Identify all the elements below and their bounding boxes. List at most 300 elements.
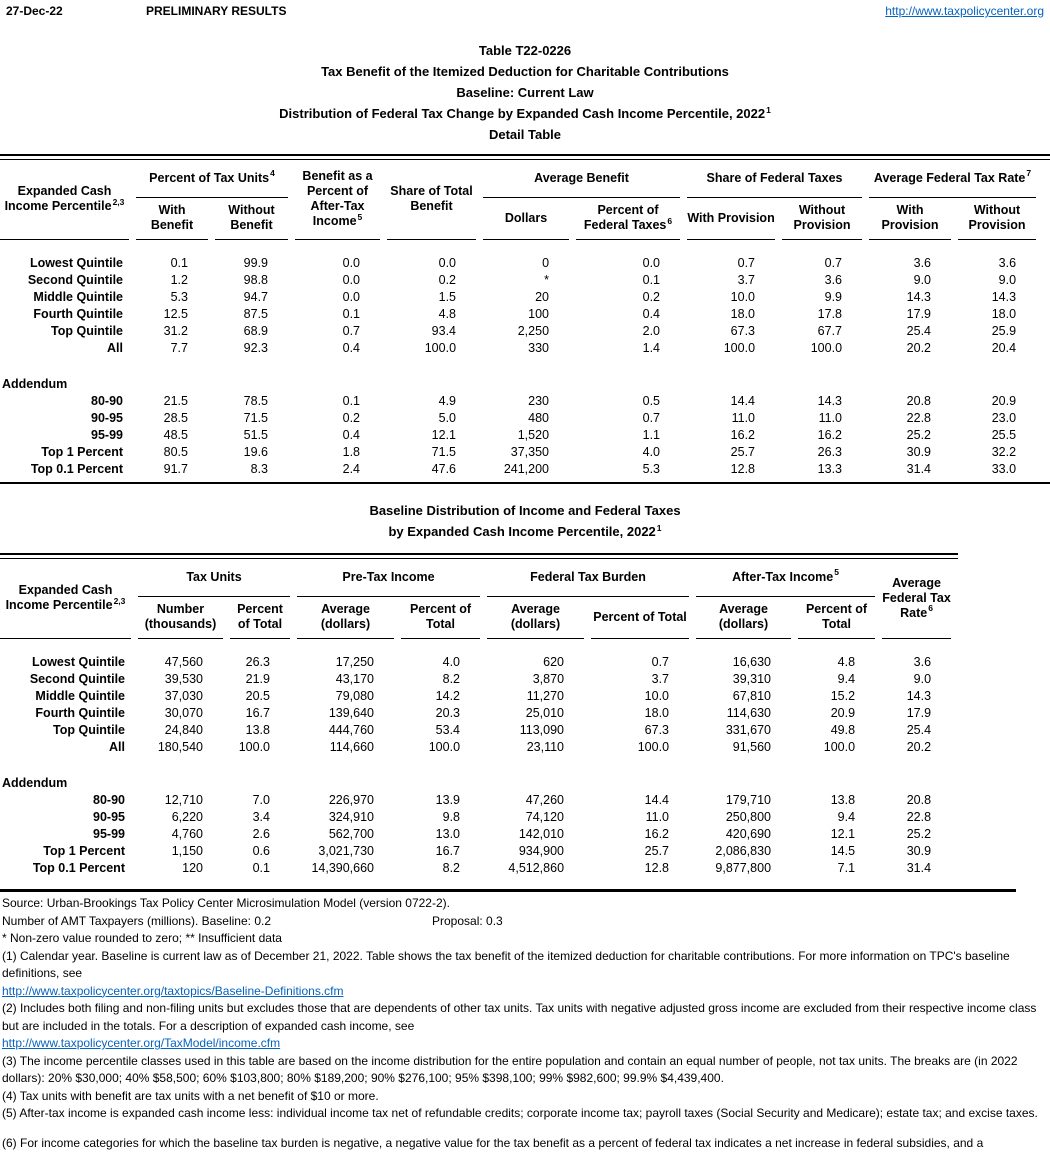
cell: 16,630 [732,654,772,669]
group-header-share-of-federal-taxes: Share of Federal Taxes [687,160,862,198]
row-label: Fourth Quintile [35,705,125,720]
cell: 7.7 [170,340,188,355]
row-label: Top Quintile [51,323,123,338]
row-label: Top 1 Percent [41,444,123,459]
col-header-expanded-cash-income-percentile: Expanded Cash Income Percentile$^{2,3}$ [0,160,129,240]
spacer [0,639,951,653]
cell: 25.9 [991,323,1017,338]
cell: 14.3 [991,289,1017,304]
baseline-definitions-link[interactable]: http://www.taxpolicycenter.org/taxtopics/Baseline-Definitions.cfm [2,983,344,998]
cell: 16.2 [730,427,756,442]
cell: 49.8 [830,722,856,737]
report-date: 27-Dec-22 [6,4,63,18]
cell: 31.2 [163,323,188,338]
table-subject-title: Tax Benefit of the Itemized Deduction for Charitable Contributions [321,64,729,79]
baseline-title: Baseline: Current Law [456,85,594,100]
col-header-percent-of-total: Percent of Total [401,597,480,639]
cell: 5.3 [642,461,661,476]
col-header-percent-of-federal-taxes: Percent of Federal Taxes$^6$ [576,198,680,240]
cell: 25.2 [906,826,932,841]
cell: 226,970 [328,792,374,807]
cell: 562,700 [328,826,374,841]
cell: 4,760 [171,826,203,841]
cell: 9.0 [913,671,932,686]
asterisk-note: * Non-zero value rounded to zero; ** Insufficient data [2,931,282,945]
cell: 20.9 [991,393,1017,408]
row-label: 80-90 [93,792,125,807]
cell: 11.0 [645,809,670,824]
cell: 13.3 [817,461,843,476]
cell: 3.6 [913,654,932,669]
cell: 100.0 [823,739,856,754]
taxpolicycenter-link[interactable]: http://www.taxpolicycenter.org [885,4,1044,18]
cell: 241,200 [503,461,550,476]
footnote-3: (3) The income percentile classes used in this table are based on the income distribution for the entire population and contain an equal number of people, not tax units. The breaks are (in 2022 dollars): 20% $30,000; 40% $58,500; 60% $103,800; 80% $189,200; 90% $276,100; 95% $398,100; 99% $982,600; 99.9% $4,439,400. [2,1053,1018,1085]
cell: 8.2 [442,671,461,686]
cell: 4.0 [442,654,461,669]
cell: 9.0 [913,272,932,287]
cell: 12.5 [163,306,188,321]
cell: 0.1 [342,393,361,408]
cell: 71.5 [243,410,269,425]
tax-benefit-detail-table [0,160,1043,477]
row-label: Middle Quintile [35,688,125,703]
table2-title-block [0,500,1050,542]
cell: 15.2 [830,688,856,703]
cell: 13.9 [435,792,461,807]
footnotes-block [0,892,1050,1152]
group-header-pre-tax-income: Pre-Tax Income [297,559,480,597]
cell: 11.0 [818,410,843,425]
cell: 100 [528,306,550,321]
table-row [0,721,951,738]
cell: 0.7 [642,410,661,425]
cell: 23.0 [991,410,1017,425]
cell: 139,640 [328,705,374,720]
cell: 100.0 [428,739,461,754]
preliminary-results-label: PRELIMINARY RESULTS [146,4,287,18]
cell: 22.8 [906,809,932,824]
cell: 3,870 [532,671,565,686]
col-header-expanded-cash-income-percentile: Expanded Cash Income Percentile$^{2,3}$ [0,559,131,639]
cell: 9,877,800 [715,860,772,875]
row-label: 80-90 [91,393,123,408]
cell: 71.5 [431,444,457,459]
addendum-row [0,375,1036,392]
cell: 3.6 [824,272,843,287]
amt-proposal-value: Proposal: 0.3 [432,913,503,928]
row-label: Lowest Quintile [29,255,123,270]
table-row [0,704,951,721]
cell: 0.4 [642,306,661,321]
cell: 4.0 [642,444,661,459]
cell: 30.9 [906,444,932,459]
cell: 3.6 [998,255,1017,270]
cell: 94.7 [243,289,269,304]
cell: 33.0 [991,461,1017,476]
cell: 74,120 [525,809,565,824]
addendum-label: Addendum [2,376,68,391]
cell: 4.8 [837,654,856,669]
cell: 0.4 [342,427,361,442]
cell: 100.0 [238,739,270,754]
cell: 20.3 [435,705,461,720]
cell: 47,560 [164,654,203,669]
cell: 14.3 [906,289,932,304]
cell: 2,250 [517,323,550,338]
row-label: All [107,340,123,355]
cell: 14.4 [730,393,756,408]
cell: 28.5 [163,410,188,425]
table-row [0,339,1036,356]
cell: 0.2 [342,410,361,425]
cell: 14,390,660 [311,860,374,875]
col-header-percent-of-total: Percent of Total [798,597,875,639]
row-label: Fourth Quintile [33,306,123,321]
cell: 18.0 [730,306,756,321]
spacer [0,755,951,774]
cell: 17.9 [906,705,932,720]
cell: 0.7 [342,323,361,338]
row-label: Top 1 Percent [43,843,125,858]
col-header-benefit-as-percent-after-tax-income: Benefit as a Percent of After-Tax Income$^5$ [295,160,380,240]
cell: 19.6 [243,444,269,459]
cell: 12.1 [431,427,457,442]
cell: 9.9 [824,289,843,304]
cell: 3.4 [252,809,270,824]
cell: 87.5 [243,306,269,321]
group-header-percent-of-tax-units: Percent of Tax Units$^4$ [136,160,288,198]
cell: 142,010 [518,826,565,841]
col-header-with-benefit: With Benefit [136,198,208,240]
col-header-dollars: Dollars [483,198,569,240]
cell: 51.5 [243,427,269,442]
cell: 16.2 [644,826,670,841]
cell: 47.6 [431,461,457,476]
cell: 11,270 [526,688,565,703]
cell: 37,350 [510,444,550,459]
cell: 3.7 [651,671,670,686]
top-bar [0,0,1050,18]
cell: 331,670 [725,722,772,737]
cell: 68.9 [243,323,269,338]
cell: 114,630 [726,705,772,720]
cell: 4,512,860 [508,860,565,875]
cell: 23,110 [526,739,565,754]
cell: 0.1 [252,860,270,875]
cell: 37,030 [164,688,203,703]
table-row [0,443,1036,460]
cell: 20.2 [906,739,932,754]
group-header-federal-tax-burden: Federal Tax Burden [487,559,689,597]
cell: 32.2 [991,444,1017,459]
cell: 30.9 [906,843,932,858]
cell: 9.0 [998,272,1017,287]
cell: 0 [542,255,550,270]
cell: 25.5 [991,427,1017,442]
spacer [0,240,1036,254]
cell: 13.8 [245,722,270,737]
cell: 180,540 [157,739,203,754]
cell: 20.9 [830,705,856,720]
cell: 0.0 [342,289,361,304]
cell: 91.7 [163,461,188,476]
cell: 12.8 [730,461,756,476]
title-block [0,40,1050,145]
cell: 480 [528,410,550,425]
col-header-percent-of-total: Percent of Total [591,597,689,639]
cell: 26.3 [817,444,843,459]
row-label: 95-99 [93,826,125,841]
cell: 8.2 [442,860,461,875]
cell: 11.0 [731,410,756,425]
cell: 21.5 [163,393,188,408]
cell: 14.3 [817,393,843,408]
table-row [0,254,1036,271]
col-header-with-provision: With Provision [687,198,775,240]
table-row [0,791,951,808]
table-row [0,653,951,670]
cell: 9.4 [837,671,856,686]
cell: 10.0 [730,289,756,304]
cell: 1,520 [517,427,550,442]
table-row [0,808,951,825]
cell: 0.1 [342,306,361,321]
table1-bottom-rule [0,482,1050,484]
cell: 17.8 [817,306,843,321]
table-row [0,687,951,704]
cell: 67.3 [644,722,670,737]
cell: 20.8 [906,792,932,807]
cell: 4.9 [438,393,457,408]
cell: 114,660 [329,739,374,754]
cell: 0.1 [170,255,188,270]
cell: 250,800 [725,809,772,824]
cell: 43,170 [335,671,374,686]
cell: 20 [535,289,550,304]
footnote-2: (2) Includes both filing and non-filing units but excludes those that are dependents of other tax units. Tax units with negative adjusted gross income are excluded from their respective income class but are included in the totals. For a description of expanded cash income, see [2,1001,1037,1033]
cell: 1.1 [642,427,661,442]
table2-title-line2: by Expanded Cash Income Percentile, 2022$^1$ [388,522,662,539]
row-label: Top 0.1 Percent [32,860,125,875]
cell: 14.2 [435,688,461,703]
cell: 2.4 [342,461,361,476]
table-row [0,322,1036,339]
cell: 0.5 [642,393,661,408]
table-row [0,670,951,687]
cell: 14.5 [830,843,856,858]
cell: 100.0 [810,340,843,355]
col-header-share-of-total-benefit: Share of Total Benefit [387,160,476,240]
cell: 10.0 [644,688,670,703]
cell: * [544,272,550,287]
cell: 0.2 [642,289,661,304]
table-row [0,288,1036,305]
cell: 13.8 [830,792,856,807]
cell: 12.1 [830,826,856,841]
table-row [0,426,1036,443]
cell: 420,690 [725,826,772,841]
cell: 98.8 [243,272,269,287]
cell: 330 [528,340,550,355]
cell: 444,760 [328,722,374,737]
cell: 12.8 [644,860,670,875]
cell: 17.9 [906,306,932,321]
col-header-number-thousands: Number (thousands) [138,597,223,639]
table2-title-line1: Baseline Distribution of Income and Federal Taxes [369,503,681,518]
cell: 25.7 [644,843,670,858]
row-label: Middle Quintile [33,289,123,304]
footnote-4: (4) Tax units with benefit are tax units with a net benefit of $10 or more. [2,1088,379,1103]
cell: 230 [528,393,550,408]
cell: 20.5 [245,688,270,703]
cell: 120 [182,860,203,875]
cell: 67.3 [730,323,756,338]
cell: 53.4 [435,722,461,737]
row-label: Second Quintile [27,272,123,287]
cell: 30,070 [164,705,203,720]
cell: 0.0 [642,255,661,270]
cell: 2.0 [642,323,661,338]
cell: 99.9 [243,255,269,270]
table-row [0,271,1036,288]
spacer [0,356,1036,375]
cell: 20.2 [906,340,932,355]
cell: 0.0 [438,255,457,270]
cell: 48.5 [163,427,188,442]
cell: 39,310 [732,671,772,686]
cell: 1.4 [642,340,661,355]
cell: 16.2 [817,427,843,442]
table-row [0,825,951,842]
cell: 26.3 [245,654,270,669]
addendum-label: Addendum [2,775,68,790]
row-label: 90-95 [93,809,125,824]
income-definition-link[interactable]: http://www.taxpolicycenter.org/TaxModel/income.cfm [2,1036,281,1050]
col-header-percent-of-total: Percent of Total [230,597,290,639]
cell: 14.3 [906,688,932,703]
source-note: Source: Urban-Brookings Tax Policy Center Microsimulation Model (version 0722-2). [2,896,450,910]
cell: 113,090 [519,722,565,737]
cell: 20.8 [906,393,932,408]
cell: 31.4 [906,860,932,875]
cell: 21.9 [245,671,270,686]
cell: 0.6 [252,843,270,858]
footnote-6: (6) For income categories for which the baseline tax burden is negative, a negative value for the tax benefit as a percent of federal tax indicates a net increase in federal subsidies, and a [2,1135,984,1150]
row-label: All [109,739,125,754]
row-label: 90-95 [91,410,123,425]
baseline-distribution-table [0,559,958,876]
group-header-average-benefit: Average Benefit [483,160,680,198]
amt-taxpayers-note [2,913,1050,931]
cell: 22.8 [906,410,932,425]
col-header-without-provision: Without Provision [782,198,862,240]
footnote-1: (1) Calendar year. Baseline is current law as of December 21, 2022. Table shows the tax benefit of the itemized deduction for charitable contributions. For more information on TPC's baseline definitions, see [2,948,1010,980]
cell: 179,710 [725,792,772,807]
cell: 16.7 [245,705,270,720]
cell: 47,260 [525,792,565,807]
cell: 5.3 [170,289,188,304]
cell: 620 [543,654,565,669]
cell: 5.0 [438,410,457,425]
detail-table-title: Detail Table [488,127,561,142]
cell: 67,810 [732,688,772,703]
cell: 100.0 [637,739,670,754]
distribution-title: Distribution of Federal Tax Change by Expanded Cash Income Percentile, 2022$^1$ [279,104,771,121]
cell: 14.4 [644,792,670,807]
col-header-average-federal-tax-rate: Average Federal Tax Rate$^6$ [882,559,951,639]
group-header-average-federal-tax-rate: Average Federal Tax Rate$^7$ [869,160,1036,198]
cell: 25.4 [906,323,932,338]
cell: 16.7 [435,843,461,858]
cell: 0.0 [342,255,361,270]
cell: 3.6 [913,255,932,270]
row-label: Top Quintile [53,722,125,737]
cell: 1,150 [171,843,203,858]
cell: 91,560 [732,739,772,754]
cell: 0.2 [438,272,457,287]
cell: 18.0 [644,705,670,720]
cell: 67.7 [817,323,843,338]
cell: 25.2 [906,427,932,442]
cell: 7.0 [252,792,270,807]
cell: 93.4 [431,323,457,338]
cell: 39,530 [164,671,203,686]
cell: 12,710 [164,792,203,807]
cell: 0.7 [824,255,843,270]
table-number-title: Table T22-0226 [478,43,572,58]
table-row [0,305,1036,322]
col-header-without-provision: Without Provision [958,198,1036,240]
cell: 20.4 [991,340,1017,355]
cell: 6,220 [171,809,203,824]
col-header-without-benefit: Without Benefit [215,198,288,240]
cell: 9.4 [837,809,856,824]
table-row [0,842,951,859]
cell: 78.5 [243,393,269,408]
cell: 17,250 [335,654,374,669]
row-label: 95-99 [91,427,123,442]
cell: 7.1 [837,860,856,875]
cell: 4.8 [438,306,457,321]
footnote-5: (5) After-tax income is expanded cash income less: individual income tax net of refundable credits; corporate income tax; payroll taxes (Social Security and Medicare); estate tax; and excise taxes. [2,1106,1038,1120]
cell: 3.7 [737,272,756,287]
cell: 0.7 [651,654,670,669]
col-header-average-dollars: Average (dollars) [487,597,584,639]
group-header-tax-units: Tax Units [138,559,290,597]
cell: 25.4 [906,722,932,737]
cell: 2.6 [252,826,270,841]
amt-baseline-value: Number of AMT Taxpayers (millions). Baseline: 0.2 [2,913,271,928]
cell: 25,010 [525,705,565,720]
cell: 13.0 [435,826,461,841]
table-row [0,409,1036,426]
cell: 0.4 [342,340,361,355]
cell: 934,900 [518,843,565,858]
cell: 0.7 [737,255,756,270]
group-header-after-tax-income: After-Tax Income$^5$ [696,559,875,597]
row-label: Second Quintile [29,671,125,686]
col-header-average-dollars: Average (dollars) [297,597,394,639]
cell: 24,840 [164,722,203,737]
cell: 324,910 [328,809,374,824]
cell: 31.4 [906,461,932,476]
cell: 100.0 [424,340,457,355]
row-label: Top 0.1 Percent [30,461,123,476]
col-header-average-dollars: Average (dollars) [696,597,791,639]
addendum-row [0,774,951,791]
cell: 1.5 [438,289,457,304]
